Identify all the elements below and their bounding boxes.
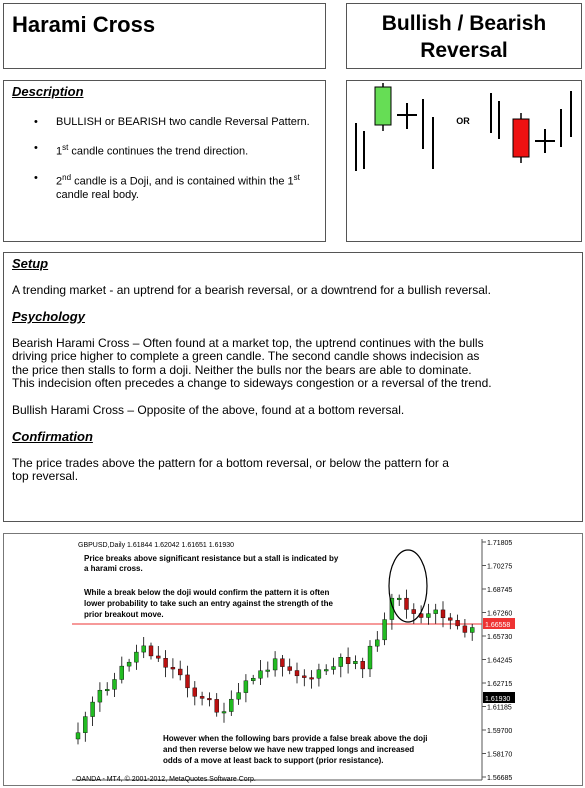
candle-body <box>222 712 226 714</box>
description-box <box>3 80 326 242</box>
candle-body <box>426 614 430 618</box>
candle-body <box>134 652 138 662</box>
pattern-type-line1: Bullish / Bearish <box>381 12 547 35</box>
pattern-title: Harami Cross <box>12 12 156 37</box>
details-box <box>3 252 583 522</box>
price-tick-label: 1.67260 <box>487 610 513 618</box>
candle-body <box>193 688 197 697</box>
psychology-line-4: This indecision often precedes a change to sideways congestion or a reversal of the trend. <box>12 376 492 390</box>
candle-body <box>83 717 87 733</box>
candle-body <box>383 620 387 640</box>
bullet-3-num: 2 <box>56 175 63 188</box>
pattern-illustration <box>346 80 582 242</box>
candle-body <box>164 658 168 667</box>
description-bullet-1 <box>34 115 317 129</box>
candle-body <box>113 679 117 689</box>
candle-body <box>470 627 474 632</box>
price-chart <box>4 534 582 785</box>
candle-body <box>368 646 372 669</box>
price-chart-box <box>3 533 583 786</box>
candle-body <box>353 661 357 663</box>
bullet-3-sup: nd <box>62 172 72 182</box>
description-bullet-2 <box>34 141 317 159</box>
candle-body <box>91 702 95 716</box>
price-tick-label: 1.62715 <box>487 681 513 688</box>
candle-body <box>105 689 109 691</box>
price-tick-label: 1.68745 <box>487 587 513 594</box>
candle-body <box>280 659 284 667</box>
candle-body <box>127 662 131 666</box>
bullet-2-text: candle continues the trend direction. <box>68 145 249 158</box>
candle-body <box>259 671 263 678</box>
bear-red-candle <box>513 119 529 157</box>
psychology-line-3: the price then stalls to form a doji. Neither the bulls nor the bears are able to dominate. <box>12 362 472 377</box>
candle-body <box>98 690 102 702</box>
candle-body <box>456 620 460 626</box>
price-tick-label: 1.71805 <box>487 540 513 547</box>
candle-body <box>361 661 365 669</box>
price-tick-label: 1.61185 <box>487 704 512 712</box>
candle-body <box>288 667 292 671</box>
description-heading: Description <box>12 84 84 99</box>
confirmation-line-2: top reversal. <box>12 469 79 483</box>
bullet-3-rest: candle real body. <box>56 189 139 202</box>
bullet-2-num: 1 <box>56 145 63 158</box>
candle-body <box>149 646 153 656</box>
price-tick-label: 1.56685 <box>487 775 513 782</box>
note-3-line-1: However when the following bars provide a false break above the doji <box>163 734 428 743</box>
candle-body <box>266 670 270 672</box>
candle-body <box>207 698 211 700</box>
candle-body <box>302 676 306 678</box>
candle-body <box>76 733 80 739</box>
current-price-label: 1.61930 <box>485 696 511 703</box>
candle-body <box>171 667 175 669</box>
bullet-1-text: BULLISH or BEARISH two candle Reversal Pattern. <box>56 116 310 128</box>
chart-header: GBPUSD,Daily 1.61844 1.62042 1.61651 1.61930 <box>78 542 235 549</box>
setup-heading: Setup <box>12 256 49 271</box>
price-tick-label: 1.64245 <box>487 657 513 665</box>
candle-body <box>346 657 350 663</box>
chart-footer: OANDA - MT4, © 2001-2012, MetaQuotes Software Corp. <box>76 776 256 783</box>
candle-body <box>397 598 401 600</box>
candle-body <box>441 610 445 618</box>
description-bullet-3 <box>34 171 317 203</box>
candle-body <box>332 667 336 670</box>
note-1-line-1: Price breaks above significant resistance but a stall is indicated by <box>84 554 339 563</box>
setup-text: A trending market - an uptrend for a bearish reversal, or a downtrend for a bullish reversal. <box>12 282 491 297</box>
note-2-line-2: lower probability to take such an entry against the strength of the <box>84 599 333 608</box>
note-2-line-3: prior breakout move. <box>84 610 164 619</box>
candle-body <box>273 659 277 670</box>
candle-body <box>405 598 409 609</box>
pattern-type-line2: Reversal <box>420 39 508 62</box>
note-3-line-2: and then reverse below we have new trapped longs and increased <box>163 745 415 754</box>
price-tick-label: 1.59700 <box>487 728 513 735</box>
price-tick-label: 1.70275 <box>487 563 513 571</box>
psychology-line-2: driving price higher to complete a green candle. The second candle shows indecision as <box>12 349 480 363</box>
candle-body <box>200 696 204 698</box>
note-2-line-1: While a break below the doji would confirm the pattern it is often <box>84 588 330 597</box>
title-box <box>3 3 326 69</box>
candle-body <box>237 693 241 700</box>
candle-body <box>178 669 182 675</box>
candle-body <box>448 618 452 621</box>
candle-body <box>412 609 416 613</box>
psychology-line-1: Bearish Harami Cross – Often found at a market top, the uptrend continues with the bulls <box>12 335 484 350</box>
note-3-line-3: odds of a move at least back to support (prior resistance). <box>163 756 384 765</box>
candle-body <box>120 666 124 679</box>
candle-body <box>229 699 233 711</box>
candle-body <box>375 640 379 646</box>
bullet-2-sup: st <box>62 143 69 152</box>
note-1-line-2: a harami cross. <box>84 564 143 573</box>
bullet-3-sup2: st <box>293 172 300 182</box>
psychology-heading: Psychology <box>12 309 85 324</box>
candle-body <box>142 646 146 652</box>
price-tick-label: 1.65730 <box>487 634 513 641</box>
bull-green-candle <box>375 87 391 125</box>
candle-body <box>244 681 248 693</box>
candle-body <box>463 626 467 633</box>
or-label: OR <box>456 116 470 126</box>
price-tick-label: 1.58170 <box>487 751 513 759</box>
pattern-illustration-svg <box>347 81 583 243</box>
candle-body <box>310 678 314 680</box>
candle-body <box>186 675 190 688</box>
candle-body <box>295 671 299 676</box>
candle-body <box>434 610 438 614</box>
bullet-3-text: candle is a Doji, and is contained within the 1 <box>71 175 294 188</box>
confirmation-line-1: The price trades above the pattern for a bottom reversal, or below the pattern for a <box>12 455 449 470</box>
candle-body <box>156 656 160 658</box>
candle-body <box>317 670 321 679</box>
resistance-price-label: 1.66558 <box>485 622 511 629</box>
candle-body <box>251 678 255 681</box>
psychology-line-5: Bullish Harami Cross – Opposite of the above, found at a bottom reversal. <box>12 402 405 417</box>
pattern-type-box <box>346 3 582 69</box>
candle-body <box>324 669 328 671</box>
description-list <box>12 115 317 202</box>
candle-body <box>339 657 343 666</box>
confirmation-heading: Confirmation <box>12 429 93 444</box>
candle-body <box>215 699 219 712</box>
